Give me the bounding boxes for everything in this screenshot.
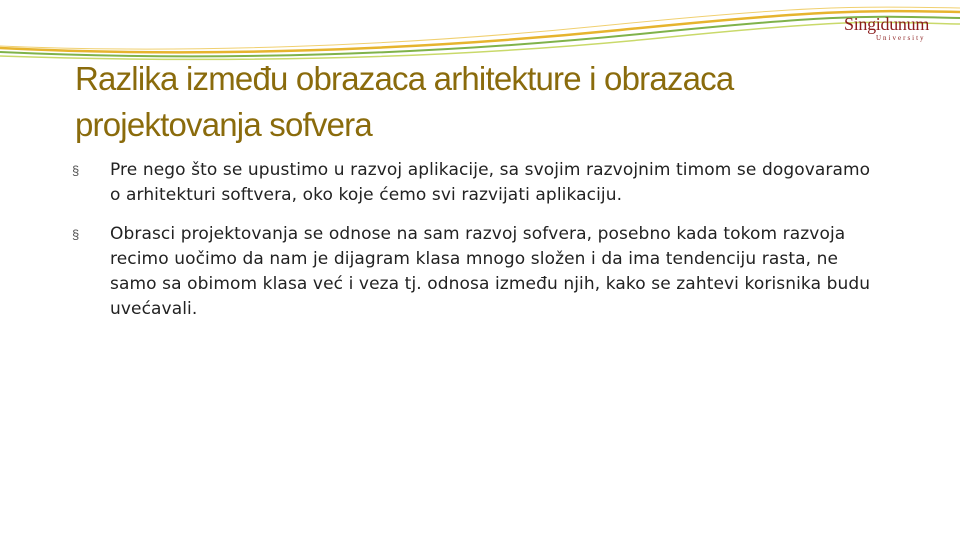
bullet-list bbox=[72, 158, 872, 336]
bullet-item bbox=[72, 222, 872, 322]
bullet-marker: § bbox=[72, 227, 80, 242]
logo-name: Singidunum bbox=[844, 14, 930, 34]
bullet-item bbox=[72, 158, 872, 208]
university-logo bbox=[838, 8, 938, 44]
logo-subtitle: University bbox=[876, 34, 926, 42]
bullet-text: Obrasci projektovanja se odnose na sam razvoj sofvera, posebno kada tokom razvoja recimo uočimo da nam je dijagram klasa mnogo složen i da ima tendenciju rasta, ne samo sa obimom klasa već i veza tj. odnosa između njih, kako se zahtevi korisnika budu uvećavali. bbox=[110, 224, 871, 319]
bullet-text: Pre nego što se upustimo u razvoj aplikacije, sa svojim razvojnim timom se dogovaramo o arhitekturi softvera, oko koje ćemo svi razvijati aplikaciju. bbox=[110, 160, 871, 205]
bullet-marker: § bbox=[72, 163, 80, 178]
slide-title: Razlika između obrazaca arhitekture i obrazaca projektovanja sofvera bbox=[75, 60, 734, 143]
